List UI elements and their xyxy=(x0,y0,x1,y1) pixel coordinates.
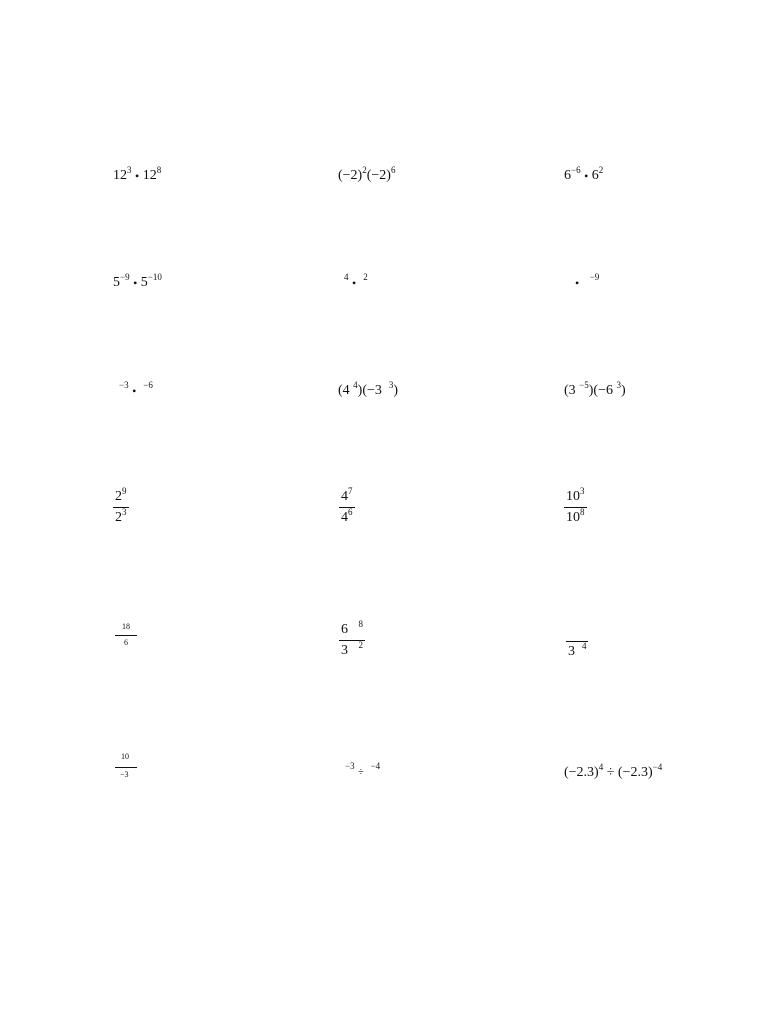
base: 5 xyxy=(140,275,148,290)
denominator-exponent: −3 xyxy=(120,770,129,779)
problem-4 xyxy=(113,272,162,290)
exponent: 4 xyxy=(353,380,358,390)
numerator-base: 4 xyxy=(341,489,348,504)
base: 5 xyxy=(113,275,120,290)
exponent: 4 xyxy=(344,272,349,282)
denominator-exponent: 3 xyxy=(122,507,127,517)
exponent: −4 xyxy=(370,761,381,771)
base: 6 xyxy=(591,168,599,183)
base: (−2) xyxy=(366,168,391,183)
problem-1 xyxy=(113,165,162,183)
exponent: −6 xyxy=(571,165,581,175)
problem-11 xyxy=(339,486,355,526)
denominator-exponent: 2 xyxy=(358,640,363,650)
factor: ) xyxy=(620,383,626,398)
factor: )(−3 xyxy=(357,383,382,398)
denominator-exponent: 4 xyxy=(582,641,587,651)
denominator-exponent: 6 xyxy=(124,638,128,647)
problem-9 xyxy=(564,380,626,398)
factor: (4 xyxy=(338,383,350,398)
problem-5 xyxy=(344,272,368,290)
denominator-base: 10 xyxy=(566,510,580,525)
problem-12 xyxy=(564,486,587,526)
numerator-exponent: 3 xyxy=(580,486,585,496)
numerator-exponent: 18 xyxy=(122,622,130,631)
exponent: 2 xyxy=(363,272,368,282)
exponent: 6 xyxy=(390,165,396,175)
base: (−2.3) xyxy=(617,765,653,780)
exponent: 3 xyxy=(127,165,132,175)
exponent: 2 xyxy=(598,165,604,175)
exponent: −4 xyxy=(652,762,663,772)
exponent: −3 xyxy=(119,380,129,390)
exponent: −6 xyxy=(143,380,153,390)
problem-2 xyxy=(338,165,396,183)
problem-16 xyxy=(115,752,137,779)
operator: • xyxy=(133,276,138,290)
exponent: −9 xyxy=(589,272,600,282)
numerator-exponent: 9 xyxy=(122,486,127,496)
exponent: −9 xyxy=(120,272,130,282)
exponent: −3 xyxy=(345,761,355,771)
problem-14 xyxy=(339,619,365,659)
operator: • xyxy=(135,169,140,183)
denominator-base: 3 xyxy=(568,644,575,659)
fraction-bar xyxy=(115,767,137,768)
denominator-base: 3 xyxy=(341,643,348,658)
base: (−2.3) xyxy=(564,765,599,780)
base: 12 xyxy=(142,168,157,183)
numerator-base: 6 xyxy=(341,622,348,637)
numerator-exponent: 7 xyxy=(348,486,353,496)
exponent: 2 xyxy=(362,165,367,175)
exponent: 8 xyxy=(156,165,162,175)
operator: • xyxy=(584,169,589,183)
problem-15 xyxy=(566,627,588,660)
base: 12 xyxy=(113,168,127,183)
problem-18 xyxy=(564,762,663,780)
base: (−2) xyxy=(338,168,363,183)
fraction-bar xyxy=(115,635,137,636)
problem-6 xyxy=(575,272,600,290)
exponent: 4 xyxy=(598,762,604,772)
problem-3 xyxy=(564,165,604,183)
operator: • xyxy=(352,276,357,290)
denominator-exponent: 6 xyxy=(348,507,353,517)
problem-13 xyxy=(115,622,137,647)
denominator-exponent: 8 xyxy=(580,507,585,517)
factor: )(−6 xyxy=(588,383,613,398)
exponent: −10 xyxy=(147,272,162,282)
denominator-base: 2 xyxy=(115,510,122,525)
numerator-base: 10 xyxy=(566,489,580,504)
problem-8 xyxy=(338,380,399,398)
operator: • xyxy=(132,384,137,398)
problem-7 xyxy=(119,380,153,398)
base: 6 xyxy=(564,168,571,183)
numerator-exponent: 8 xyxy=(358,619,363,629)
operator: ÷ xyxy=(606,765,615,780)
operator: ÷ xyxy=(358,767,364,778)
denominator-base: 4 xyxy=(341,510,348,525)
operator: • xyxy=(575,276,580,290)
numerator-exponent: 10 xyxy=(121,752,129,761)
problem-17 xyxy=(345,761,381,779)
exponent: 3 xyxy=(616,380,621,390)
factor: (3 xyxy=(564,383,576,398)
problem-10 xyxy=(113,486,129,526)
exponent: −5 xyxy=(579,380,589,390)
exponent: 3 xyxy=(388,380,394,390)
numerator-base: 2 xyxy=(115,489,122,504)
factor: ) xyxy=(393,383,399,398)
